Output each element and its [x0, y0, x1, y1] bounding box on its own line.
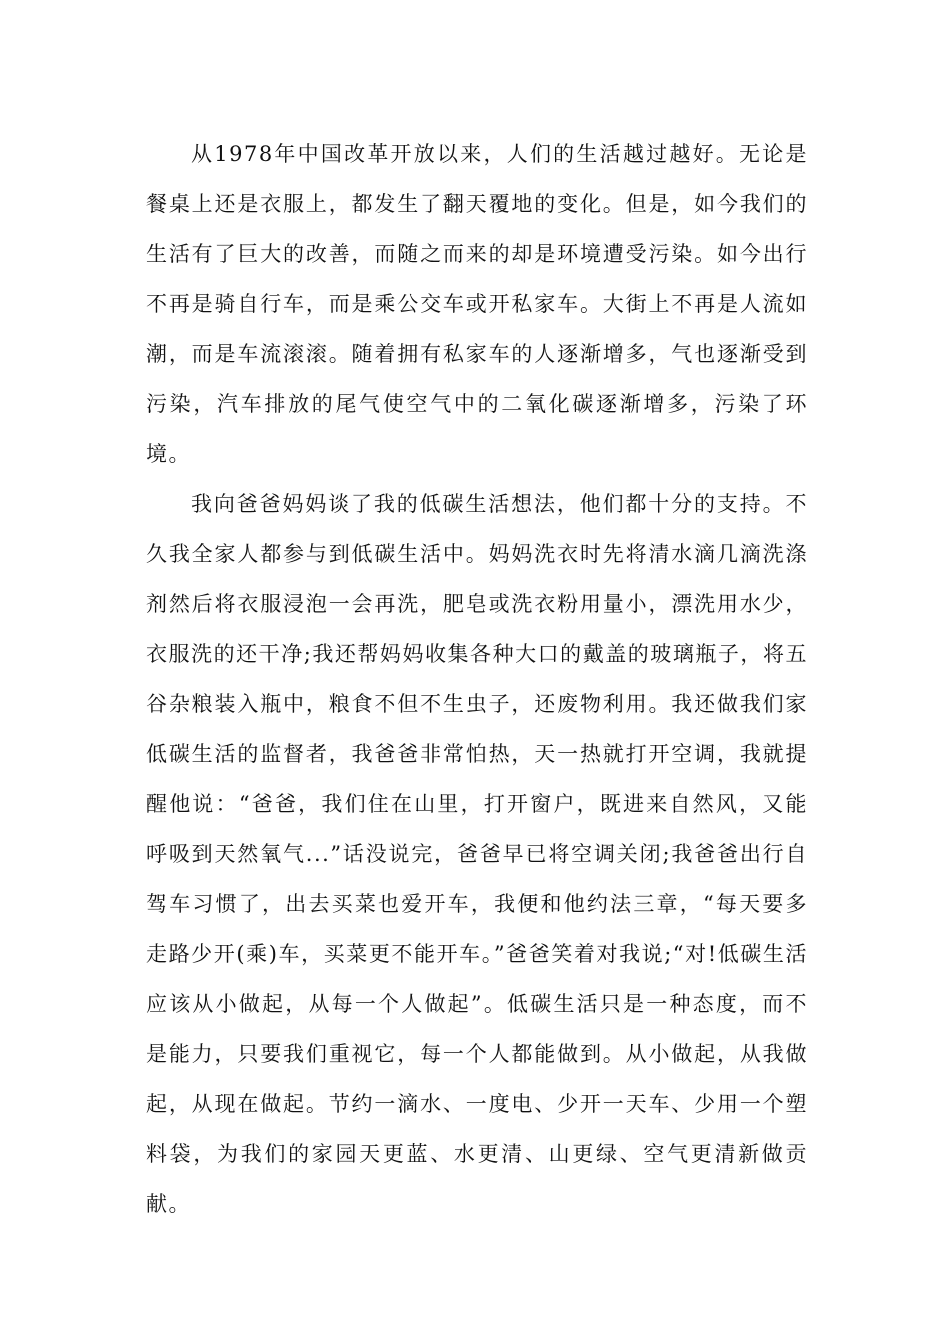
paragraph-1: 从1978年中国改革开放以来，人们的生活越过越好。无论是餐桌上还是衣服上，都发生了翻天覆地的变化。但是，如今我们的生活有了巨大的改善，而随之而来的却是环境遭受污染。如今出行不再是骑自行车，而是乘公交车或开私家车。大街上不再是人流如潮，而是车流滚滚。随着拥有私家车的人逐渐增多，气也逐渐受到污染，汽车排放的尾气使空气中的二氧化碳逐渐增多，污染了环境。 [146, 142, 808, 466]
document-body [146, 129, 808, 1229]
paragraph-2: 我向爸爸妈妈谈了我的低碳生活想法，他们都十分的支持。不久我全家人都参与到低碳生活中。妈妈洗衣时先将清水滴几滴洗涤剂然后将衣服浸泡一会再洗，肥皂或洗衣粉用量小，漂洗用水少，衣服洗的还干净;我还帮妈妈收集各种大口的戴盖的玻璃瓶子，将五谷杂粮装入瓶中，粮食不但不生虫子，还废物利用。我还做我们家低碳生活的监督者，我爸爸非常怕热，天一热就打开空调，我就提醒他说：“爸爸，我们住在山里，打开窗户，既进来自然风，又能呼吸到天然氧气...”话没说完，爸爸早已将空调关闭;我爸爸出行自驾车习惯了，出去买菜也爱开车，我便和他约法三章，“每天要多走路少开(乘)车，买菜更不能开车。”爸爸笑着对我说;“对!低碳生活应该从小做起，从每一个人做起”。低碳生活只是一种态度，而不是能力，只要我们重视它，每一个人都能做到。从小做起，从我做起，从现在做起。节约一滴水、一度电、少开一天车、少用一个塑料袋，为我们的家园天更蓝、水更清、山更绿、空气更清新做贡献。 [146, 492, 808, 1216]
